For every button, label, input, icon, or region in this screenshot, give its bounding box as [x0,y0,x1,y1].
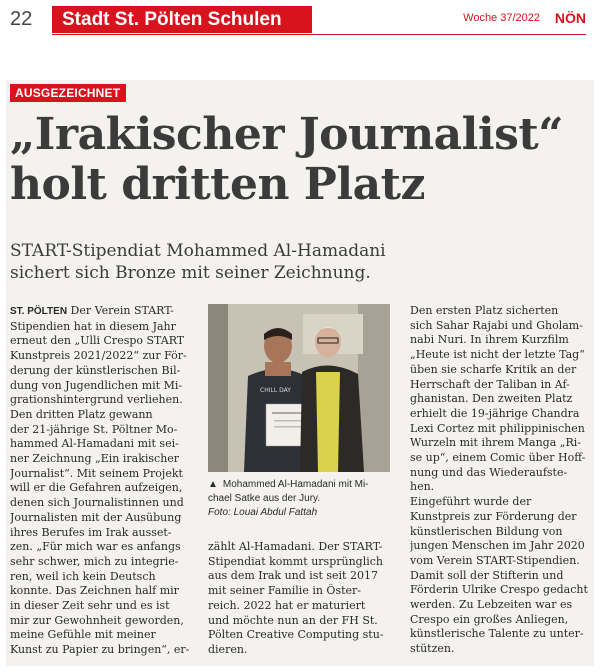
section-title: Stadt St. Pölten Schulen [52,6,312,33]
first-line [10,304,200,320]
body-line: meine Gefühle mit meiner [10,628,156,642]
body-line: hammed Al-Hamadani mit sei- [10,437,179,451]
body-line: jungen Menschen im Jahr 2020 [410,539,585,553]
headline-line: holt dritten Platz [10,159,425,210]
body-line: grationshintergrund verliehen. [10,393,183,407]
body-line: erhielt die 19-jährige Chandra [410,406,580,420]
subheadline [10,240,590,284]
body-line: Kunstpreis 2021/2022“ zur För- [10,349,187,363]
body-line: Wurzeln mit ihrem Manga „Ri- [410,436,581,450]
caption-line [208,478,398,492]
body-line: se up“, einem Comic über Hoff- [410,451,586,465]
body-line: derung der künstlerischen Bil- [10,363,181,377]
page-number: 22 [10,8,33,30]
body-line: Journalist“. Mit seinem Projekt [10,466,183,480]
caption-marker-icon: ▲ [208,479,218,490]
body-line: und möchte nun an der FH St. [208,613,378,627]
caption-line: chael Satke aus der Jury. [208,493,321,504]
body-line: mit seiner Familie in Öster- [208,584,361,598]
body-line: Journalisten mit der Ausübung [10,510,182,524]
body-line: ner Zeichnung „Ein irakischer [10,452,180,466]
body-line: sich Sahar Rajabi und Gholam- [410,318,583,332]
body-line: Stipendiat kommt ursprünglich [208,554,383,568]
first-line-text: Der Verein START- [70,304,174,317]
body-line: Crespo ein großes Anliegen, [410,612,569,626]
body-line: Damit soll der Stifterin und [410,568,564,582]
body-line: „Heute ist nicht der letzte Tag“ [410,348,585,362]
body-line: üben sie scharfe Kritik an der [410,362,577,376]
body-line: nabi Nuri. In ihrem Kurzfilm [410,333,569,347]
photo-illustration [208,304,390,472]
issue-label: Woche 37/2022 [463,12,540,24]
column-2 [208,540,398,658]
body-line: dung von Jugendlichen mit Mi- [10,378,183,392]
body-line: Den ersten Platz sicherten [410,304,559,317]
photo-caption [208,478,398,520]
body-line: ihres Berufes im Irak ausset- [10,525,172,539]
headline [10,110,590,210]
body-line: zen. „Für mich war es anfangs [10,540,181,554]
article-photo [208,304,390,472]
body-line: Eingeführt wurde der [410,495,532,509]
body-line: Herrschaft der Taliban in Af- [410,377,570,391]
body-line: ren, weil ich kein Deutsch [10,569,156,583]
header-rule [52,34,586,35]
dateline: ST. PÖLTEN [10,306,68,317]
body-line: hen. [410,480,435,494]
headline-line: „Irakischer Journalist“ [10,109,564,160]
body-line: künstlerischen Bildung von [410,524,563,538]
caption-text: Mohammed Al-Hamadani mit Mi- [222,479,369,490]
body-line: sehr schwer, mich zu integrie- [10,554,179,568]
body-line: aus dem Irak und ist seit 2017 [208,569,378,583]
body-line: Stipendien hat in diesem Jahr [10,319,176,333]
body-line: Lexi Cortez mit philippinischen [410,421,585,435]
body-line: Kunstpreis zur Förderung der [410,509,577,523]
body-line: will er die Gefahren aufzeigen, [10,481,183,495]
body-line: dieren. [208,642,248,656]
kicker-badge: AUSGEZEICHNET [10,84,126,102]
page-header [0,0,600,40]
body-line: nung und das Wiederaufste- [410,465,568,479]
body-line: werden. Zu Lebzeiten war es [410,598,573,612]
body-line: stützen. [410,642,455,656]
body-line: denen sich Journalistinnen und [10,496,184,510]
body-line: Förderin Ulrike Crespo gedacht [410,583,588,597]
body-line: der 21-jährige St. Pöltner Mo- [10,422,178,436]
body-line: ghanistan. Den zweiten Platz [410,392,573,406]
body-line: Den dritten Platz gewann [10,407,153,421]
body-line: in dieser Zeit sehr und es ist [10,599,170,613]
body-line: Kunst zu Papier zu bringen“, er- [10,643,190,657]
body-line: Pölten Creative Computing stu- [208,628,384,642]
body-line: zählt Al-Hamadani. Der START- [208,540,383,553]
column-3 [410,304,590,657]
subheadline-line: START-Stipendiat Mohammed Al-Hamadani [10,241,386,261]
subheadline-line: sichert sich Bronze mit seiner Zeichnung. [10,263,371,283]
body-line: reich. 2022 hat er maturiert [208,598,366,612]
shirt-text: CHILL DAY [260,387,291,394]
body-line: vom Verein START-Stipendien. [410,553,580,567]
column-1 [10,304,200,658]
brand-logo: NÖN [554,10,586,26]
photo-credit: Foto: Louai Abdul Fattah [208,507,318,518]
body-line: künstlerische Talente zu unter- [410,627,584,641]
body-line: konnte. Das Zeichnen half mir [10,584,179,598]
body-line: erneut den „Ulli Crespo START [10,334,185,348]
body-line: mir zur Gewohnheit geworden, [10,613,184,627]
